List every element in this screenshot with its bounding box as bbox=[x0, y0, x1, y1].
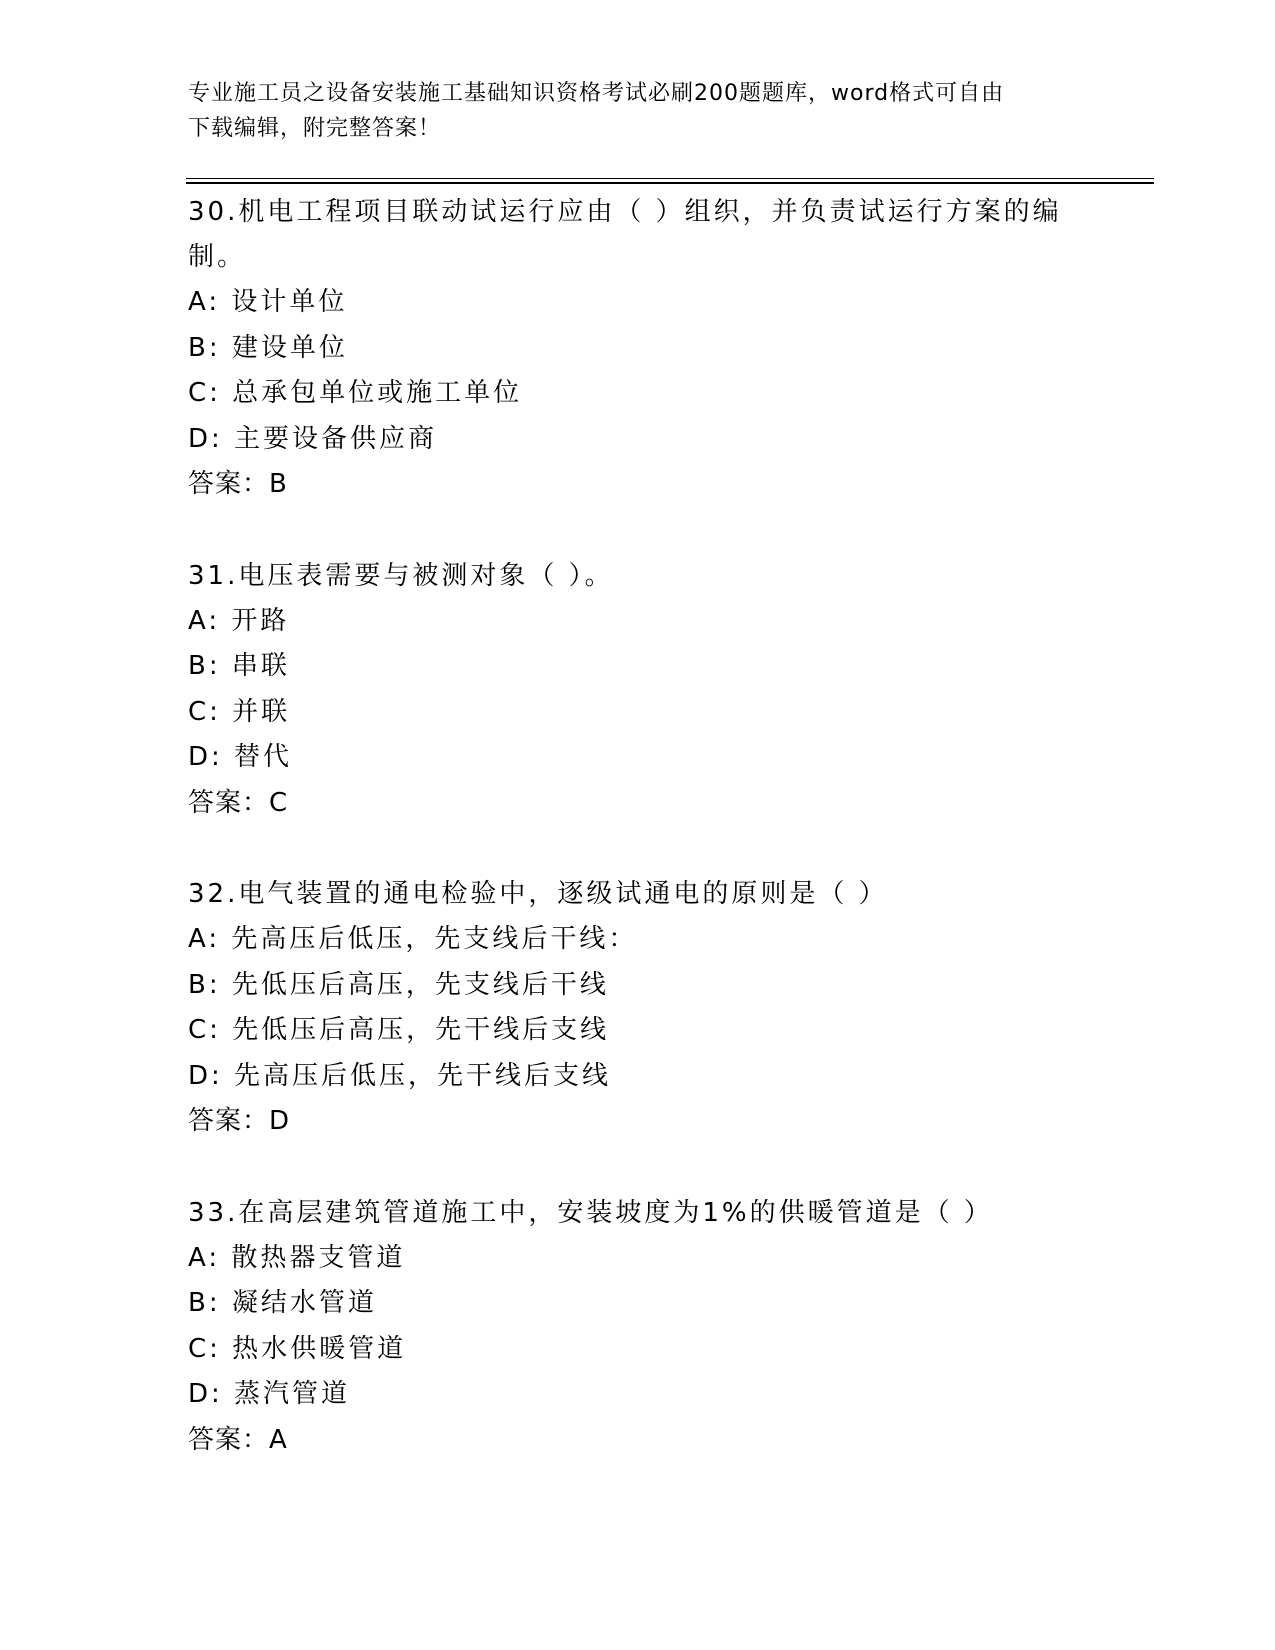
question-30 bbox=[188, 190, 1088, 508]
option-d: D: 蒸汽管道 bbox=[188, 1379, 351, 1409]
question-list bbox=[188, 190, 1088, 1509]
option-c: C: 热水供暖管道 bbox=[188, 1333, 407, 1364]
question-stem: 31.电压表需要与被测对象（ ）。 bbox=[188, 560, 614, 591]
option-b: B: 凝结水管道 bbox=[188, 1288, 377, 1318]
answer: 答案：D bbox=[188, 1106, 291, 1136]
option-a: A: 开路 bbox=[188, 605, 290, 636]
option-b: B: 先低压后高压，先支线后干线 bbox=[188, 969, 609, 1000]
option-d: D: 替代 bbox=[188, 742, 293, 772]
answer: 答案：C bbox=[188, 787, 289, 818]
answer: 答案：A bbox=[188, 1424, 288, 1455]
question-stem: 30.机电工程项目联动试运行应由（ ）组织，并负责试运行方案的编 bbox=[188, 197, 1062, 227]
header-divider-thin bbox=[186, 178, 1154, 179]
option-a: A: 先高压后低压，先支线后干线： bbox=[188, 924, 638, 954]
option-d: D: 主要设备供应商 bbox=[188, 423, 438, 454]
option-d: D: 先高压后低压，先干线后支线 bbox=[188, 1060, 612, 1091]
header-title-line-1: 专业施工员之设备安装施工基础知识资格考试必刷200题题库，word格式可自由 bbox=[188, 81, 1005, 106]
option-b: B: 串联 bbox=[188, 651, 290, 681]
header-title-line-2: 下载编辑，附完整答案！ bbox=[188, 116, 442, 141]
question-31 bbox=[188, 554, 1088, 827]
question-stem-continued: 制。 bbox=[188, 242, 247, 272]
option-c: C: 总承包单位或施工单位 bbox=[188, 378, 523, 408]
question-33 bbox=[188, 1191, 1088, 1464]
answer: 答案：B bbox=[188, 469, 288, 499]
option-b: B: 建设单位 bbox=[188, 332, 348, 363]
question-stem: 33.在高层建筑管道施工中，安装坡度为1%的供暖管道是（ ） bbox=[188, 1197, 993, 1228]
question-stem: 32.电气装置的通电检验中，逐级试通电的原则是（ ） bbox=[188, 879, 888, 909]
header-divider-thick bbox=[186, 182, 1154, 184]
option-a: A: 散热器支管道 bbox=[188, 1242, 406, 1273]
question-32 bbox=[188, 872, 1088, 1145]
option-a: A: 设计单位 bbox=[188, 287, 348, 317]
option-c: C: 先低压后高压，先干线后支线 bbox=[188, 1015, 610, 1045]
option-c: C: 并联 bbox=[188, 696, 291, 727]
document-header bbox=[188, 76, 1068, 146]
